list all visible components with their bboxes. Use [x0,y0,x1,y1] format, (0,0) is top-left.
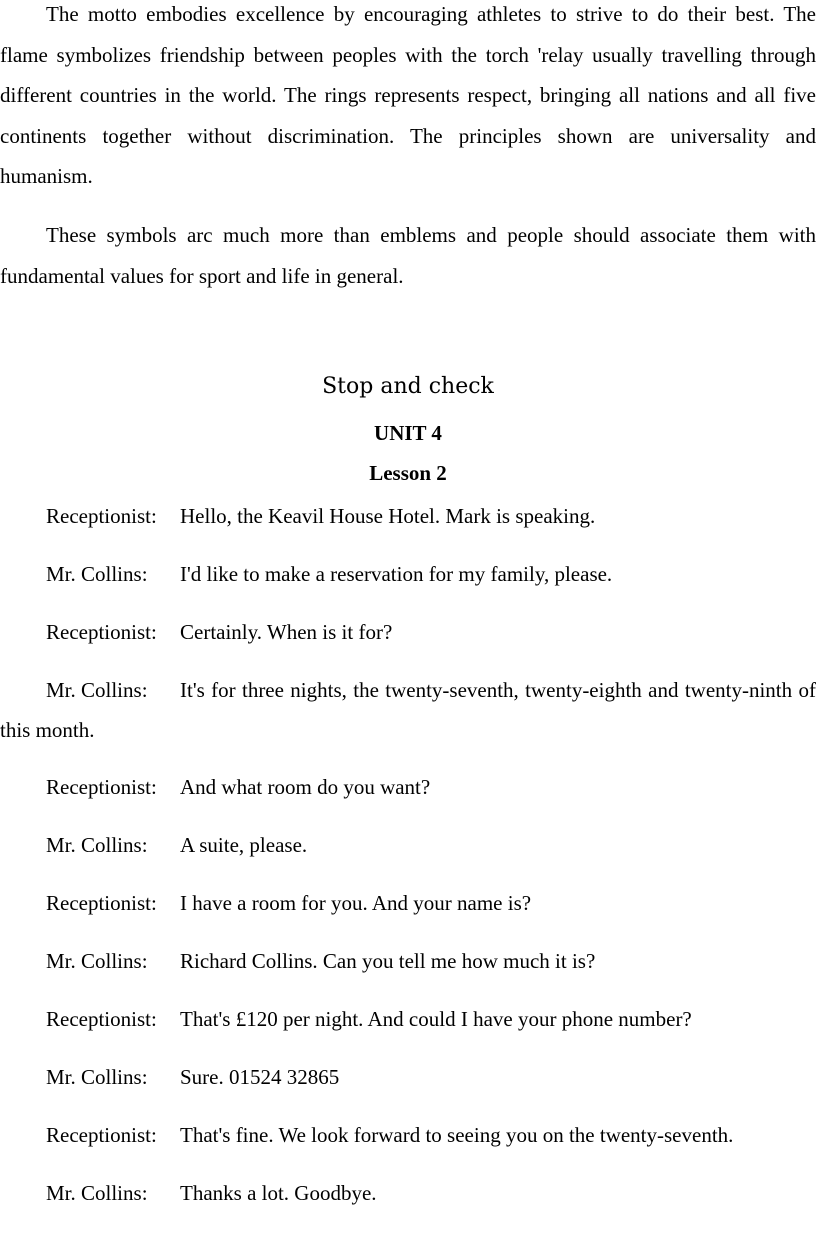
dialogue-speaker: Mr. Collins: [46,1065,148,1089]
dialogue-text: Certainly. When is it for? [180,620,393,644]
dialogue-text: It's for three nights, the twenty-seventh, twenty-eighth and twenty-ninth of this month. [0,678,816,742]
unit-title: UNIT 4 [374,421,442,445]
dialogue-text: Richard Collins. Can you tell me how much it is? [180,949,596,973]
dialogue-speaker: Receptionist: [46,1123,157,1147]
dialogue-text: Thanks a lot. Goodbye. [180,1181,377,1205]
dialogue-text: A suite, please. [180,833,308,857]
section-heading: Stop and check [322,374,494,399]
dialogue-speaker: Receptionist: [46,1007,157,1031]
dialogue-speaker: Mr. Collins: [46,1181,148,1205]
intro-paragraph: The motto embodies excellence by encouraging athletes to strive to do their best. The flame symbolizes friendship between peoples with the torch 'relay usually travelling through different countries in the world. The rings represents respect, bringing all nations and all five continents together without discrimination. The principles shown are universality and humanism. [0,2,816,188]
dialogue-text: That's £120 per night. And could I have your phone number? [180,1007,692,1031]
dialogue-line [0,670,816,750]
dialogue-text: I'd like to make a reservation for my family, please. [180,562,613,586]
dialogue-speaker: Receptionist: [46,775,157,799]
dialogue-speaker: Mr. Collins: [46,678,148,702]
dialogue-text: I have a room for you. And your name is? [180,891,532,915]
dialogue-speaker: Receptionist: [46,504,157,528]
dialogue-speaker: Mr. Collins: [46,833,148,857]
dialogue-speaker: Mr. Collins: [46,562,148,586]
symbols-paragraph: These symbols arc much more than emblems and people should associate them with fundamental values for sport and life in general. [0,223,816,288]
dialogue-text: That's fine. We look forward to seeing you on the twenty-seventh. [180,1123,734,1147]
dialogue-speaker: Receptionist: [46,620,157,644]
lesson-title: Lesson 2 [369,461,447,485]
dialogue-speaker: Mr. Collins: [46,949,148,973]
dialogue-text: And what room do you want? [180,775,431,799]
dialogue-text: Sure. 01524 32865 [180,1065,340,1089]
dialogue-speaker: Receptionist: [46,891,157,915]
dialogue-text: Hello, the Keavil House Hotel. Mark is speaking. [180,504,596,528]
